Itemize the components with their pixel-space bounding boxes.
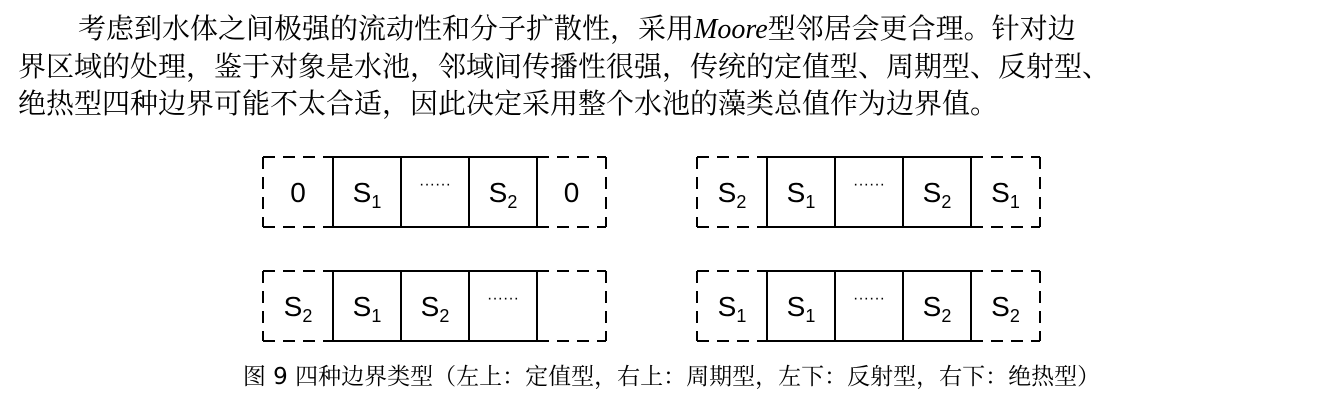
- adiabatic-boundary-diagram: [697, 271, 1040, 341]
- reflective-boundary-diagram: [263, 271, 606, 341]
- cell-label: $S_1$: [786, 291, 816, 326]
- cell-label: $S_1$: [991, 177, 1020, 212]
- cell-label: $S_2$: [283, 291, 313, 326]
- fixed-boundary-diagram: [263, 157, 606, 227]
- cell-label: $S_2$: [922, 291, 952, 326]
- cell-label: $S_2$: [488, 177, 518, 212]
- cell-subscript: 2: [439, 306, 450, 326]
- cell-subscript: 1: [805, 192, 816, 212]
- periodic-boundary-diagram: [697, 157, 1040, 227]
- paragraph-line-3: 绝热型四种边界可能不太合适，因此决定采用整个水池的藻类总值作为边界值。: [18, 87, 999, 120]
- cell-label: $S_1$: [352, 291, 382, 326]
- boundary-diagrams-svg: [0, 150, 1343, 350]
- ellipsis-label: ······: [419, 176, 451, 193]
- cell-label: $S_2$: [420, 291, 450, 326]
- cell-label: 0: [563, 177, 580, 208]
- cell-subscript: 1: [805, 306, 816, 326]
- text-segment: 型邻居会更合理。针对边: [767, 12, 1076, 45]
- figure-caption: 图 9 四种边界类型（左上：定值型，右上：周期型，左下：反射型，右下：绝热型）: [242, 364, 1101, 390]
- cell-subscript: 2: [736, 192, 747, 212]
- cell-label: $S_1$: [786, 177, 816, 212]
- cell-label: $S_1$: [717, 291, 747, 326]
- cell-subscript: 1: [736, 306, 747, 326]
- cell-label: $S_2$: [922, 177, 952, 212]
- boundary-figure: [0, 150, 1343, 350]
- cell-subscript: 2: [941, 306, 952, 326]
- cell-subscript: 1: [371, 306, 382, 326]
- cell-subscript: 2: [302, 306, 313, 326]
- ellipsis-label: ······: [487, 290, 519, 307]
- body-paragraph: [18, 10, 1328, 122]
- cell-subscript: 2: [941, 192, 952, 212]
- paragraph-line-2: 界区域的处理，鉴于对象是水池，邻域间传播性很强，传统的定值型、周期型、反射型、: [18, 50, 1111, 83]
- ellipsis-label: ······: [853, 176, 885, 193]
- cell-label: $S_2$: [991, 291, 1020, 326]
- cell-subscript: 2: [1009, 306, 1020, 326]
- cell-subscript: 2: [507, 192, 518, 212]
- cell-subscript: 1: [371, 192, 382, 212]
- cell-label: $S_2$: [717, 177, 747, 212]
- italic-term: Moore: [694, 14, 768, 45]
- cell-label: $S_1$: [352, 177, 382, 212]
- cell-label: 0: [290, 177, 306, 208]
- ellipsis-label: ······: [853, 290, 885, 307]
- text-segment: 考虑到水体之间极强的流动性和分子扩散性，采用: [78, 12, 695, 45]
- cell-subscript: 1: [1009, 192, 1020, 212]
- paragraph-line-1: [18, 10, 1328, 48]
